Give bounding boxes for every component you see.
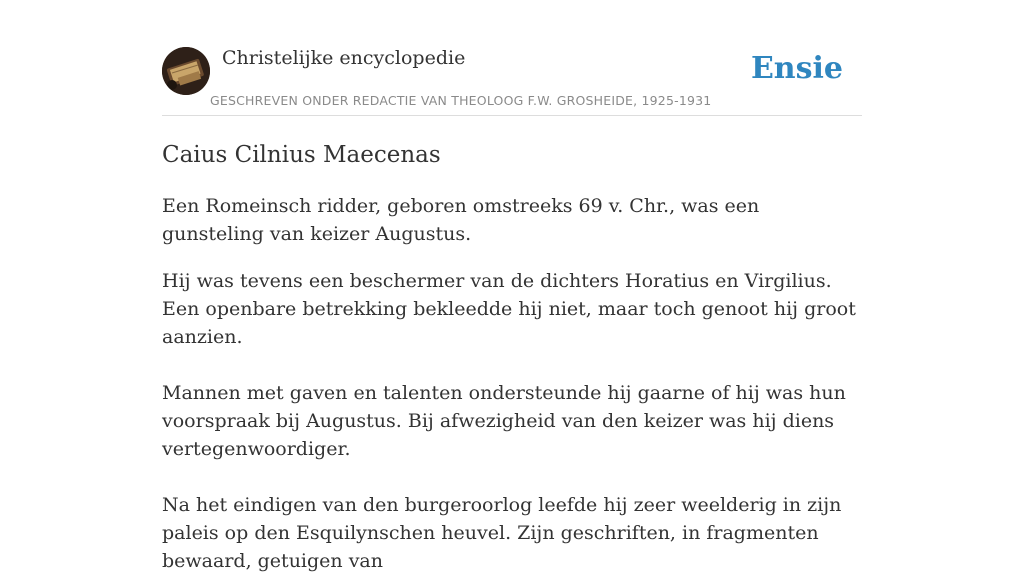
article-paragraph: Mannen met gaven en talenten ondersteunde hij gaarne of hij was hun voorspraak bij Augustus. Bij afwezigheid van den keizer was hij diens vertegenwoordiger. [162,382,846,460]
article-paragraph: Hij was tevens een beschermer van de dichters Horatius en Virgilius. Een openbare betrekking bekleedde hij niet, maar toch genoot hij groot aanzien. [162,270,856,348]
article-paragraph: Een Romeinsch ridder, geboren omstreeks 69 v. Chr., was een gunsteling van keizer Augustus. [162,195,760,245]
encyclopedia-title[interactable]: Christelijke encyclopedie [222,47,466,69]
encyclopedia-subtitle: GESCHREVEN ONDER REDACTIE VAN THEOLOOG F.W. GROSHEIDE, 1925-1931 [210,93,712,108]
encyclopedia-avatar[interactable] [162,47,210,95]
ensie-logo-link[interactable]: Ensie [750,51,843,86]
article-title: Caius Cilnius Maecenas [162,142,441,168]
article-paragraph: Na het eindigen van den burgeroorlog leefde hij zeer weelderig in zijn paleis op den Esquilynschen heuvel. Zijn geschriften, in fragmenten bewaard, getuigen van [162,494,842,572]
article [162,138,862,575]
header-divider [162,115,862,116]
book-thumbnail-icon [162,47,210,95]
